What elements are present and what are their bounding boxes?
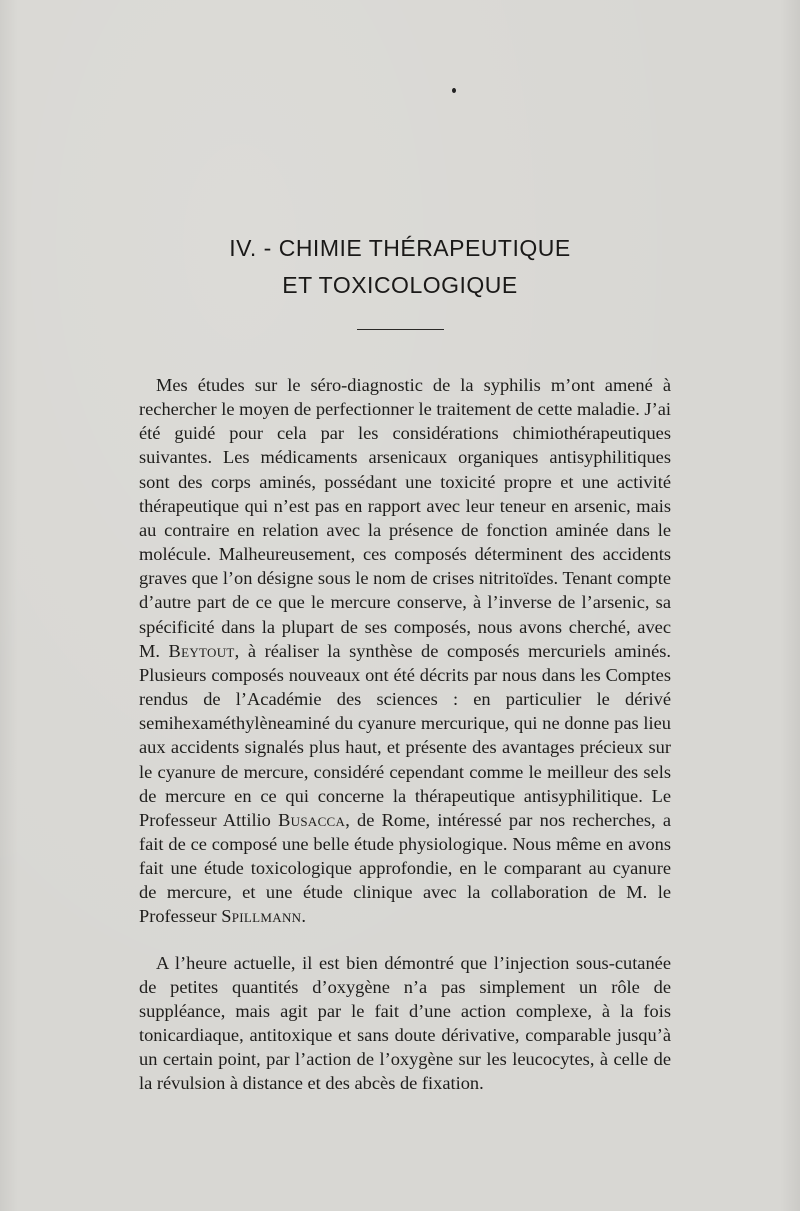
paragraph-1-part-4: . (301, 906, 306, 927)
author-name-beytout: Beytout (168, 640, 235, 661)
paragraph-1-part-2: , à réaliser la synthèse de composés mercuriels aminés. Plusieurs composés nouveaux ont été décrits par nous dans les Comptes rendus de l’Académie des sciences : en particulier le dérivé semihexaméthylèneaminé du cyanure mercurique, qui ne donne pas lieu aux accidents signalés plus haut, et présente des avantages précieux sur le cyanure de mercure, considéré cependant comme le meilleur des sels de mercure en ce qui concerne la thérapeutique antisyphilitique. Le Professeur Attilio (139, 640, 671, 830)
paragraph-1-part-3: , de Rome, intéressé par nos recherches, a fait de ce composé une belle étude physiologique. Nous même en avons fait une étude toxicologique approfondie, en le comparant au cyanure de mercure, et une étude clinique avec la collaboration de M. le Professeur (139, 809, 671, 927)
chapter-title-line-1: IV. - CHIMIE THÉRAPEUTIQUE (229, 235, 571, 261)
chapter-title-line-2: ET TOXICOLOGIQUE (282, 272, 518, 298)
paragraph-2: A l’heure actuelle, il est bien démontré que l’injection sous-cutanée de petites quantités d’oxygène n’a pas simplement un rôle de suppléance, mais agit par le fait d’une action complexe, à la fois tonicardiaque, antitoxique et sans doute dérivative, comparable jusqu’à un certain point, par l’action de l’oxygène sur les leucocytes, à celle de la révulsion à distance et des abcès de fixation. (139, 952, 671, 1094)
paragraph-1-part-1: Mes études sur le séro-diagnostic de la syphilis m’ont amené à rechercher le moyen de perfectionner le traitement de cette maladie. J’ai été guidé pour cela par les considérations chimiothérapeutiques suivantes. Les médicaments arsenicaux organiques antisyphilitiques sont des corps aminés, possédant une toxicité propre et une activité thérapeutique qui n’est pas en rapport avec leur teneur en arsenic, mais au contraire en relation avec la présence de fonction aminée dans le molécule. Malheureusement, ces composés déterminent des accidents graves que l’on désigne sous le nom de crises nitritoïdes. Tenant compte d’autre part de ce que le mercure conserve, à l’inverse de l’arsenic, sa spécificité dans la plupart de ses composés, nous avons cherché, avec M. (139, 375, 671, 661)
ink-speck (452, 88, 456, 93)
chapter-title (0, 230, 800, 304)
author-name-busacca: Busacca (278, 809, 346, 830)
paragraph-1 (139, 373, 671, 929)
title-divider (357, 329, 444, 330)
author-name-spillmann: Spillmann (221, 906, 302, 927)
body-text (139, 373, 671, 1096)
